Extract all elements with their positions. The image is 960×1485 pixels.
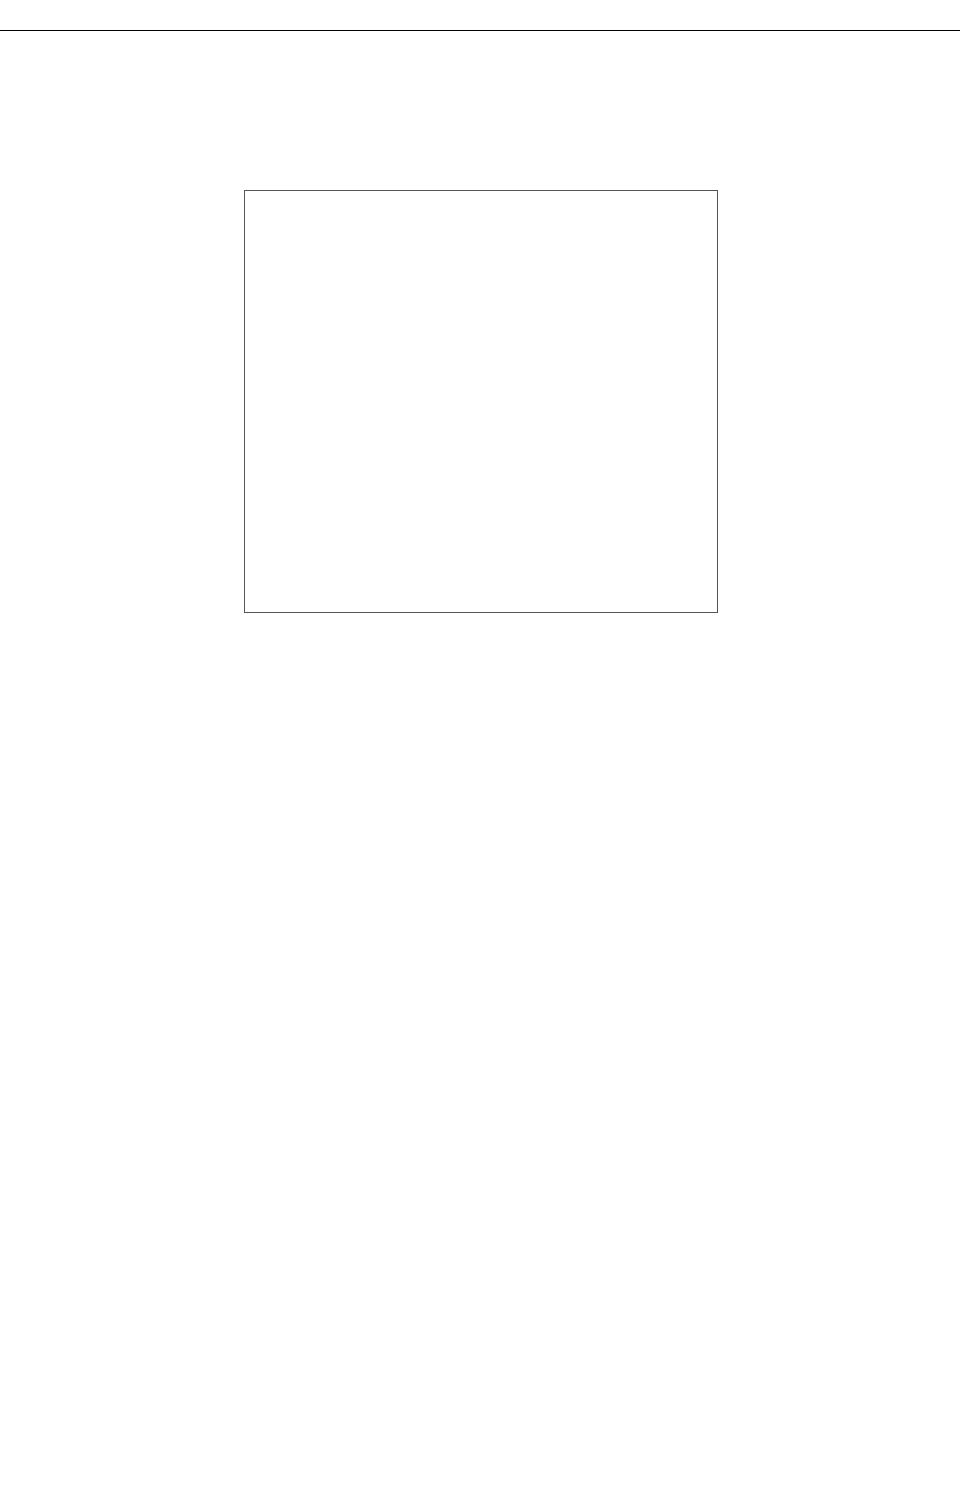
header-rule: [0, 30, 960, 31]
axial-map: [245, 191, 717, 612]
axial-map-figure: [244, 190, 718, 613]
running-header: [0, 0, 960, 30]
